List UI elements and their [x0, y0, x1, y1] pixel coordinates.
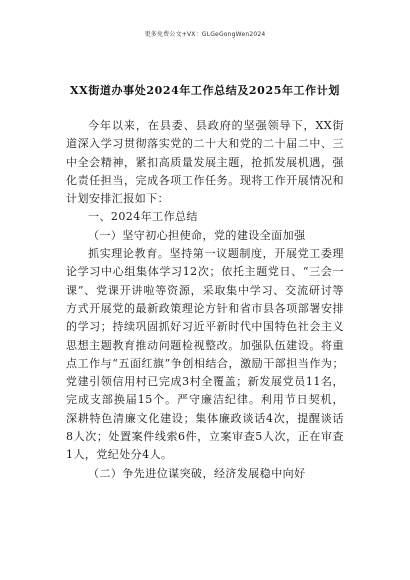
document-body [66, 117, 344, 483]
intro-paragraph: 今年以来，在县委、县政府的坚强领导下，XX街道深入学习贯彻落实党的二十大和党的二十届二中、三中全会精神，紧扣高质量发展主题，抢抓发展机遇，强化责任担当，完成各项工作任务。现将工作开展情况和计划安排汇报如下： [66, 119, 344, 206]
subsection-heading-1: （一）坚守初心担使命，党的建设全面加强 [88, 228, 306, 242]
header-note: 更多免费公文+VX：GLGeGongWen2024 [144, 31, 266, 38]
subsection-body-1: 抓实理论教育。坚持第一议题制度，开展党工委理论学习中心组集体学习12次；依托主题党日、“三会一课”、党课开讲啦等资源，采取集中学习、交流研讨等方式开展党的最新政策理论方针和省市县各项部署安排的学习；持续巩固抓好习近平新时代中国特色社会主义思想主题教育推动问题检视整改。加强队伍建设。将重点工作与“五面红旗”争创相结合，激励干部担当作为；党建引领信用村已完成3村全覆盖；新发展党员11名，完成支部换届15个。严守廉洁纪律。利用节日契机，深耕特色清廉文化建设；集体廉政谈话4次，提醒谈话8人次；处置案件线索6件，立案审查5人次，正在审查1人，党纪处分4人。 [66, 247, 344, 462]
document-title: XX街道办事处2024年工作总结及2025年工作计划 [70, 84, 340, 97]
section-heading-1: 一、2024年工作总结 [88, 210, 198, 224]
subsection-heading-2: （二）争先进位谋突破，经济发展稳中向好 [88, 466, 306, 480]
